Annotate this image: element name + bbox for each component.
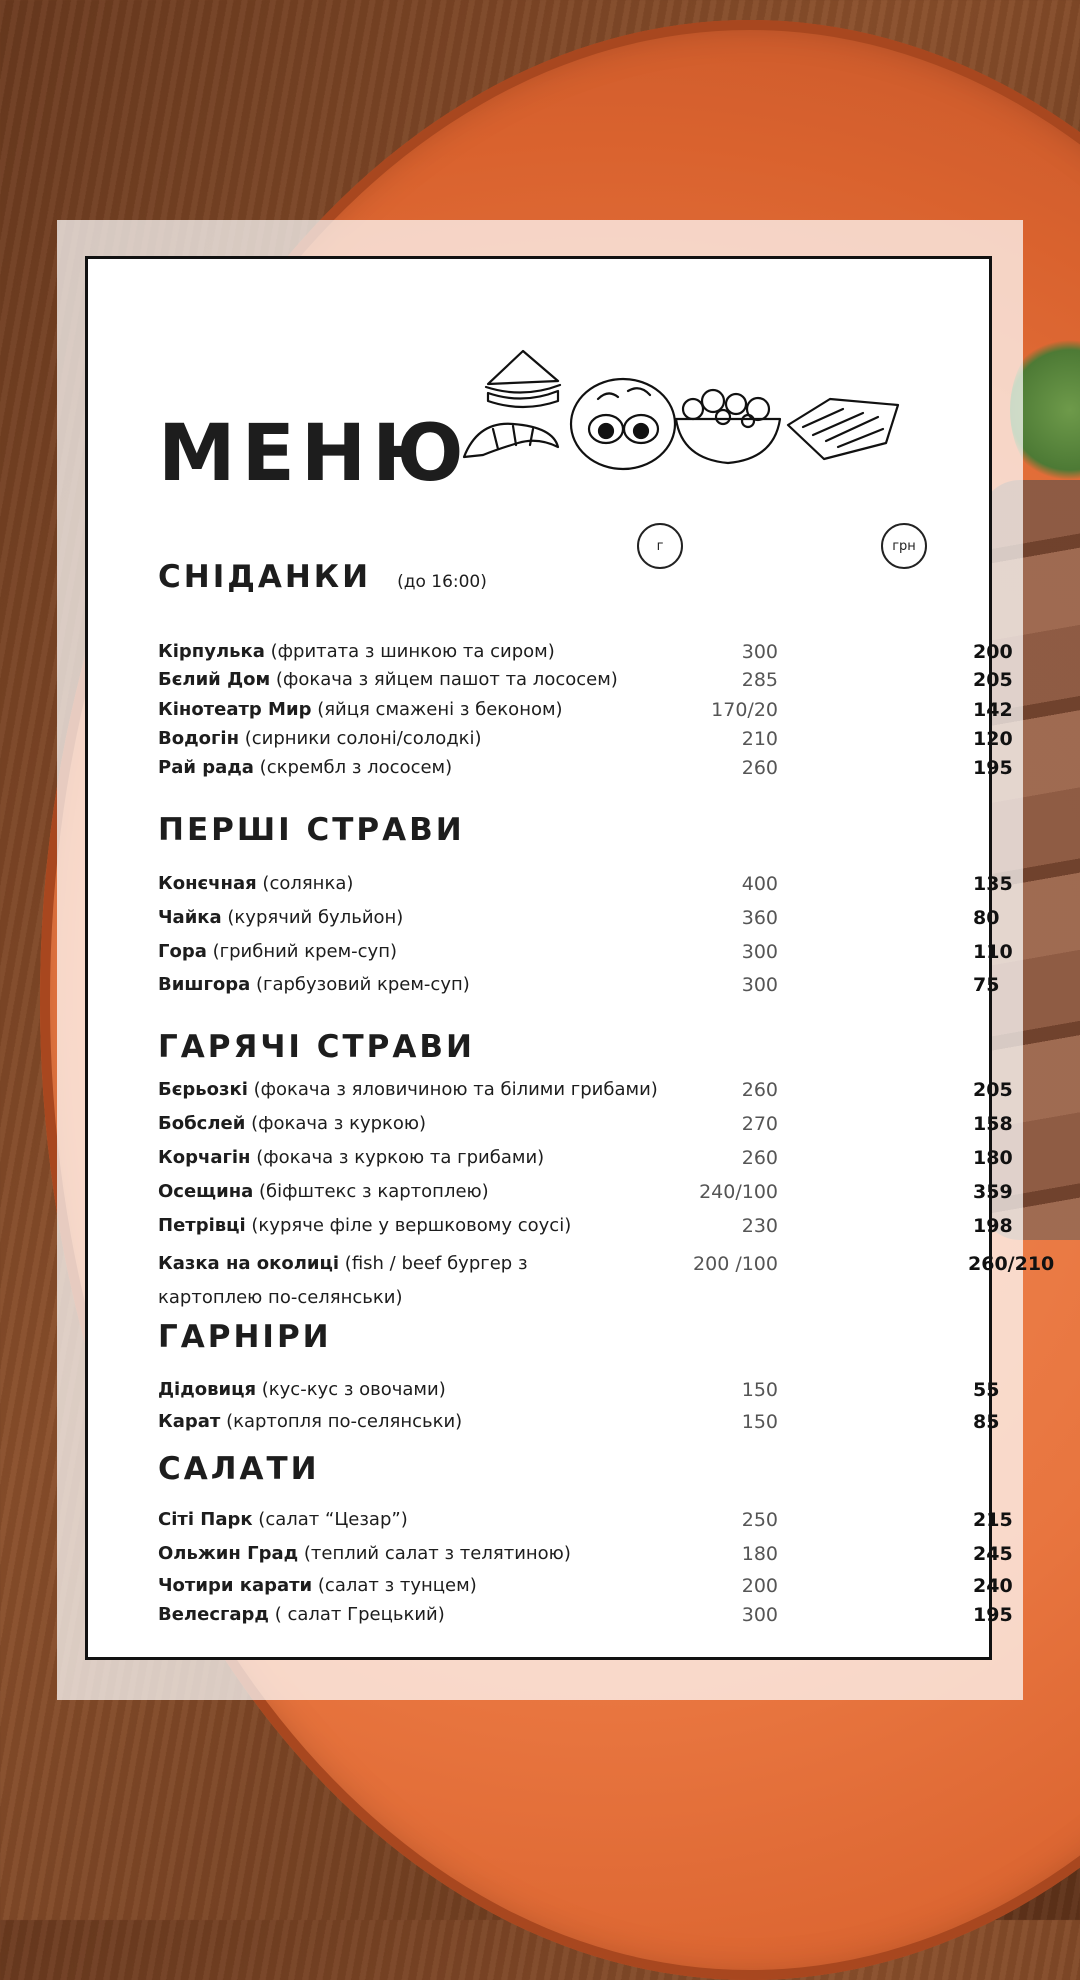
section-title-salads: САЛАТИ [158,1451,320,1487]
section-title-breakfast: СНІДАНКИ (до 16:00) [158,559,487,595]
menu-item: Дідовиця (кус-кус з овочами) 150 55 [158,1379,1000,1401]
menu-item: Бєлий Дом (фокача з яйцем пашот та лососем) 285 205 [158,669,1013,691]
breakfast-time-note: (до 16:00) [397,572,487,592]
menu-item: Рай рада (скрембл з лососем) 260 195 [158,757,1013,779]
unit-price-badge: грн [881,523,927,569]
menu-item: Кірпулька (фритата з шинкою та сиром) 300 200 [158,641,1013,663]
food-doodle-icon [458,329,958,479]
unit-weight-badge: г [637,523,683,569]
menu-item: Корчагін (фокача з куркою та грибами) 260 180 [158,1147,1013,1169]
menu-item: Карат (картопля по-селянськи) 150 85 [158,1411,1000,1433]
menu-item: Осещина (біфштекс з картоплею) 240/100 359 [158,1181,1013,1203]
menu-item: Петрівці (куряче філе у вершковому соусі) 230 198 [158,1215,1013,1237]
menu-card [85,256,1055,1660]
menu-item: Казка на околиці (fish / beef бургер з картоплею по-селянськи) 200 /100 260/210 [158,1253,1055,1308]
section-title-sides: ГАРНІРИ [158,1319,332,1355]
menu-item: Чайка (курячий бульйон) 360 80 [158,907,1000,929]
menu-item: Гора (грибний крем-суп) 300 110 [158,941,1013,963]
menu-title: МЕНЮ [158,409,470,499]
menu-item: Водогін (сирники солоні/солодкі) 210 120 [158,728,1013,750]
section-title-hot-dishes: ГАРЯЧІ СТРАВИ [158,1029,475,1065]
menu-item: Чотири карати (салат з тунцем) 200 240 [158,1575,1013,1597]
menu-item: Бєрьозкі (фокача з яловичиною та білими грибами) 260 205 [158,1079,1013,1101]
menu-item: Велесгард ( салат Грецький) 300 195 [158,1604,1013,1626]
menu-item: Кінотеатр Мир (яйця смажені з беконом) 170/20 142 [158,699,1013,721]
menu-item: Бобслей (фокача з куркою) 270 158 [158,1113,1013,1135]
menu-item: Вишгора (гарбузовий крем-суп) 300 75 [158,974,1000,996]
menu-item: Ольжин Град (теплий салат з телятиною) 180 245 [158,1543,1013,1565]
menu-item: Конєчная (солянка) 400 135 [158,873,1013,895]
section-title-soups: ПЕРШІ СТРАВИ [158,812,465,848]
menu-item: Сіті Парк (салат “Цезар”) 250 215 [158,1509,1013,1531]
